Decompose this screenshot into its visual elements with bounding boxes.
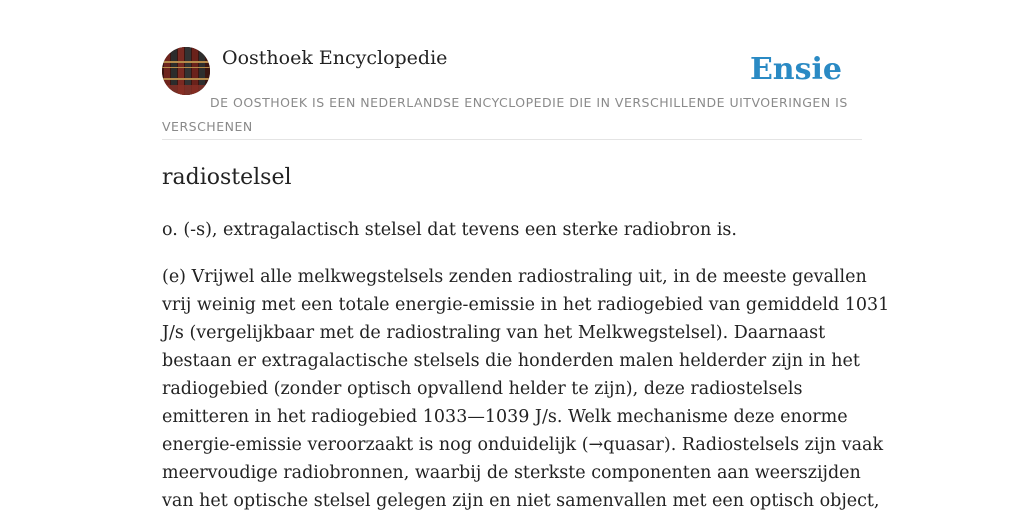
body-text-segment: energie-emissie veroorzaakt is nog onduidelijk ( [162, 435, 589, 455]
body-line: van het optische stelsel gelegen zijn en niet samenvallen met een optisch object, [162, 491, 880, 511]
body-line: radiogebied (zonder optisch opvallend helder te zijn), deze radiostelsels [162, 379, 803, 399]
source-avatar[interactable] [162, 47, 210, 95]
crossref-link-quasar[interactable] [589, 435, 664, 455]
encyclopedia-books-icon [162, 47, 210, 95]
body-line: (e) Vrijwel alle melkwegstelsels zenden radiostraling uit, in de meeste gevallen [162, 267, 867, 287]
body-line-with-crossref [162, 431, 884, 459]
ensie-logo-link[interactable]: Ensie [749, 52, 842, 87]
entry-term-title: radiostelsel [162, 165, 292, 190]
body-line: J/s (vergelijkbaar met de radiostraling van het Melkwegstelsel). Daarnaast [162, 323, 826, 343]
entry-body [162, 263, 890, 512]
entry-definition: o. (-s), extragalactisch stelsel dat tevens een sterke radiobron is. [162, 220, 737, 240]
crossref-arrow-icon: → [588, 435, 604, 455]
body-line: vrij weinig met een totale energie-emissie in het radiogebied van gemiddeld 1031 [162, 295, 890, 315]
source-name[interactable]: Oosthoek Encyclopedie [222, 47, 448, 69]
body-line: emitteren in het radiogebied 1033—1039 J/s. Welk mechanisme deze enorme [162, 407, 848, 427]
source-description: DE OOSTHOEK IS EEN NEDERLANDSE ENCYCLOPEDIE DIE IN VERSCHILLENDE UITVOERINGEN IS VERSCHENEN [162, 95, 848, 134]
crossref-label: quasar [603, 435, 664, 455]
body-line: bestaan er extragalactische stelsels die honderden malen helderder zijn in het [162, 351, 860, 371]
body-text-segment: ). Radiostelsels zijn vaak [663, 435, 884, 455]
source-header [162, 46, 862, 140]
body-line: meervoudige radiobronnen, waarbij de sterkste componenten aan weerszijden [162, 463, 861, 483]
